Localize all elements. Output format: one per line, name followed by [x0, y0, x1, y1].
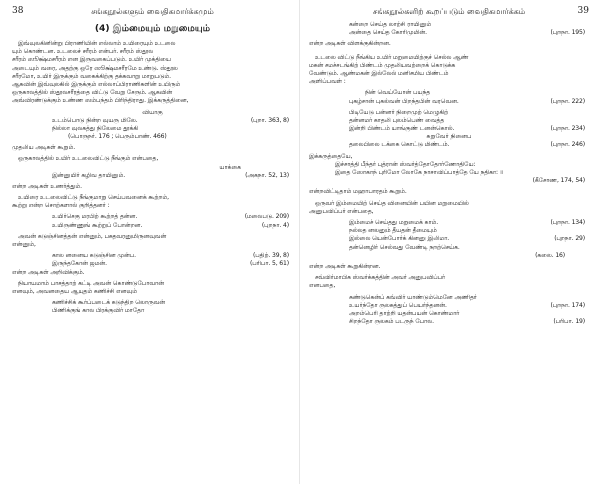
running-title: சங்கநூல்களும் வைதிகமார்க்கமும் — [91, 6, 214, 16]
citation: (புறநா. 4) — [261, 221, 289, 229]
text-line: என்னும், — [12, 241, 36, 249]
text-line: ஆகவின் இவ்வுலகில் இருக்கும் எல்லாப்பிராணிகளின் உயிரும் — [12, 81, 181, 89]
text-line: கூற்று என்ற சொற்களால் குறித்தனர் : — [12, 202, 110, 210]
citation: (பதிற். 39, 8) — [252, 252, 289, 260]
text-line: சரீரமோ, உயிர் இருக்கும் வகைக்கிற்கு தக்கவாறு மாறுபடும். — [12, 72, 171, 80]
text-line: என்ற அடிகள் விளக்குகின்றன. — [309, 40, 391, 48]
text-line: இக்கருத்தையே, — [309, 152, 353, 160]
quotation — [309, 89, 589, 105]
quotation — [309, 294, 589, 327]
text-line: எனபதை, — [309, 282, 336, 290]
text-line: அவன் கடுஞ்சினத்தன் என்னும், பகதவரனுமிருனவுவன் — [18, 232, 167, 240]
verse-line: சிறந்தோ ருலகம் படருந் போல. (பரிபா. 19) — [349, 318, 585, 326]
text-line: அவ்விரண்டுக்கும் உண்ண ஸம்பந்தம் பிரிந்திராது. இக்கருத்தினை, — [12, 97, 189, 105]
quotation — [309, 21, 589, 37]
quotation — [309, 141, 589, 149]
verse-line: இச்சாத்தி பீந்தர் புத்ரான் ஸ்வர்த்தோதோர்ணோதியே: — [335, 160, 476, 168]
text-line: அளிப்பவள் : — [309, 78, 346, 86]
quotation — [309, 109, 589, 134]
citation: (மலைபடு. 209) — [244, 213, 289, 221]
verse-line: கன்றை செய்த லாற்சி ராயினும் — [349, 21, 432, 28]
verse-line: உயர்ந்தோ ருலகத்துப் பெயர்ந்தனன். (புறநா. 174) — [349, 301, 585, 309]
verse-line: நின் வெய்யோன் பயந்த — [365, 89, 431, 97]
citation: (புறா. 363, 8) — [250, 116, 289, 124]
verse-line: நல்லத னலனும் தீயதன் தீமையும் — [349, 227, 437, 235]
text-line: இவ்வுலகினின்று பிராணியின் எல்லாம் உயிரையும் உடலை — [18, 40, 176, 47]
verse-line: இன்னுயிர் கழிவ தாயினும். (அகநா. 52, 13) — [52, 171, 289, 179]
citation: (புறநா. 174) — [550, 301, 585, 309]
text-line: ஒருகாலத்தில் உயிர் உடலைவிட்டு நீங்கும் என்பதை, — [18, 155, 159, 163]
gloss-label: வியாகு — [142, 108, 163, 116]
text-line: என்ற அடிகள் கூறுகின்றன. — [309, 263, 381, 271]
quotation — [309, 161, 589, 186]
verse-line: இம்மைச் செய்தது மறுமைக் காம். (புறநா. 134) — [349, 219, 585, 227]
citation: (கீசோண, 174, 54) — [532, 177, 585, 185]
page-gutter — [299, 0, 300, 484]
citation: (புறநா. 29) — [554, 235, 585, 243]
text-line: அனுபவிப்பர் என்பதை, — [309, 207, 374, 215]
citation: (பொருநர். 176 ; பெரும்பாண். 466) — [68, 133, 167, 141]
quotation — [12, 172, 293, 180]
citation: (பரிபா. 19) — [553, 318, 585, 326]
verse-line: அறம்பெரி தாற்றி யதன்பயன் கொண்மார் — [349, 310, 460, 318]
verse-line: இல்லை யென்போர்க் கினனு இலிமா. (புறநா. 29) — [349, 235, 585, 243]
text-line: சவ்விர்மாபிக ஸ்வர்க்கத்தின் அவர் அனுபவிப்பர் — [315, 274, 446, 282]
verse-line: தன்னமர் காதலி புலம்பெண் வைத்த — [349, 117, 445, 125]
paragraph — [309, 274, 589, 290]
gloss-label: சுறுவேர் நினைப — [426, 133, 472, 141]
verse-line: இருந்தகோன் ஜமன். (பரிபா. 5, 61) — [52, 260, 289, 268]
text-line: உடலை விட்டு நீங்கிய உயிர் மறுமையிற்குச் செல்ல ஆண் — [315, 53, 469, 61]
paragraph — [12, 40, 293, 106]
text-line: நியாயமாம் பாசத்தாற் கட்டி அவன் கொண்டுபோவான் — [18, 279, 164, 287]
left-page — [0, 0, 297, 484]
quotation — [12, 252, 293, 268]
citation: (கலை. 16) — [535, 251, 565, 259]
verse-line: கணிச்சிக் கூர்ப்படைக் கடுந்திற லொருவன் — [52, 299, 166, 307]
verse-line: உடம்பொடு நின்ற வுயரு மிலே. (புறா. 363, 8) — [52, 116, 289, 124]
text-line: என்ற அடிகள் உணர்த்தும். — [12, 182, 82, 190]
text-line: எனவும், அவனதைய ஆயுதம் கணிச்சி எனவும் — [12, 288, 137, 296]
citation: (புறநா. 246) — [550, 141, 585, 149]
verse-line: புகழ்சான் புகல்வன் பிறந்தபின் வரவென. (புறநா. 222) — [349, 97, 585, 105]
left-page-header — [12, 4, 293, 18]
section-title: (4) இம்மையும் மறுமையும் — [94, 23, 211, 34]
verse-line: சுண்டுகென்ப் கவ்விர் யாண்டும்மெனே அணிதர் — [349, 293, 477, 301]
page-number: 38 — [12, 6, 24, 16]
text-line: என்ற அடிகள் அறிவிக்கும். — [12, 268, 85, 276]
verse-line: பிணிக்குங் கால பிரக்குவிர் மாதோ — [52, 307, 145, 315]
verse-line: கால னனைய கடுஞ்சின முன்ப. (பதிற். 39, 8) — [52, 252, 289, 260]
text-line: முதலிய அடிகள் கூறும். — [12, 144, 76, 152]
verse-line: பிடியேடு பன்னர் நிறைமுற் மெழுகிற் — [349, 108, 449, 116]
text-line: ஒருவர் இம்மையிற் செய்த வினையின் பயின மறுமையில் — [315, 199, 469, 207]
gloss-label: யாக்கை — [219, 163, 241, 171]
verse-line: நில்லா வுலகத்து நிலேமை தூக்கி — [52, 124, 139, 132]
paragraph — [12, 280, 293, 296]
quotation — [12, 213, 293, 229]
quotation — [309, 219, 589, 260]
right-page-header — [309, 4, 589, 18]
verse-line: உயிர்செகு மரபிற் கூற்றத் தன்ன. (மலைபடு. 209) — [52, 213, 289, 221]
page-number: 39 — [577, 6, 589, 16]
quotation — [12, 299, 293, 315]
paragraph — [309, 54, 589, 87]
paragraph — [12, 233, 293, 249]
running-title: சங்கநூல்களிற் கூறப்படும் வைதிகமார்க்கம் — [372, 6, 526, 16]
text-line: அடையும் வரை, அதற்கு ஒரே ஸூக்ஷ்மசரீரமே உண்டு. ஸ்தூல — [12, 64, 178, 72]
text-line: யும் கொண்டன. உடலைச் சரீரம் என்பர். சரீரம் ஸ்தூல — [12, 48, 154, 56]
citation: (புறநா. 134) — [550, 219, 585, 227]
verse-line: அன்தை செய்த கோரிமுமின். (புறநா. 195) — [349, 29, 585, 37]
text-line: உயிரை உடலைவிட்டு நீங்குமாறு செய்பவனைக் கூற்றம், — [18, 194, 169, 202]
citation: (அகநா. 52, 13) — [245, 171, 289, 179]
citation: (புறநா. 222) — [550, 97, 585, 105]
verse-line: இதை ஸோகாந் புரிமோ லோகே நாசாவிப்பாத்தே யே நதிகா: ॥ — [335, 169, 503, 177]
citation: (புறநா. 234) — [550, 125, 585, 133]
text-line: வேண்டும். ஆண்மகன் இல்லேல் மனிசமிய பிண்டம் — [309, 70, 449, 78]
text-line: மகன் சமச்சடங்கிற் பிண்டம் முதலியவற்றைக் கொடுக்க — [309, 61, 456, 69]
paragraph — [309, 200, 589, 216]
citation: (புறநா. 195) — [550, 29, 585, 37]
right-page — [303, 0, 597, 484]
quotation — [12, 117, 293, 142]
verse-line: உயிருண்ணுங் கூற்றுப் போன்றன. (புறநா. 4) — [52, 221, 289, 229]
text-line: என்றவிட்டிதாம் மஹாபாரதம் கூறும். — [309, 188, 407, 196]
text-line: சரீரம் ஸூக்ஷ்மசரீரம் என இருவகைப்படும். உயிர் முக்தியை — [12, 56, 171, 64]
citation: (பரிபா. 5, 61) — [250, 260, 289, 268]
verse-line: தன்னெழிர் செல்வது வேண்டி நறற்செய்க. — [349, 243, 460, 251]
paragraph — [12, 194, 293, 210]
verse-line: தலைபிலை டக்கை கொட்டு மிண்டம். (புறநா. 246) — [349, 141, 585, 149]
text-line: ஒருகாலத்தில் ஸ்தூலசரீரத்தை விட்டு வேறு சேரும். ஆகவின் — [12, 89, 173, 97]
verse-line: இன்றி பிண்டம் யாங்குண் டனன்கொல். (புறநா. 234) — [349, 125, 585, 133]
